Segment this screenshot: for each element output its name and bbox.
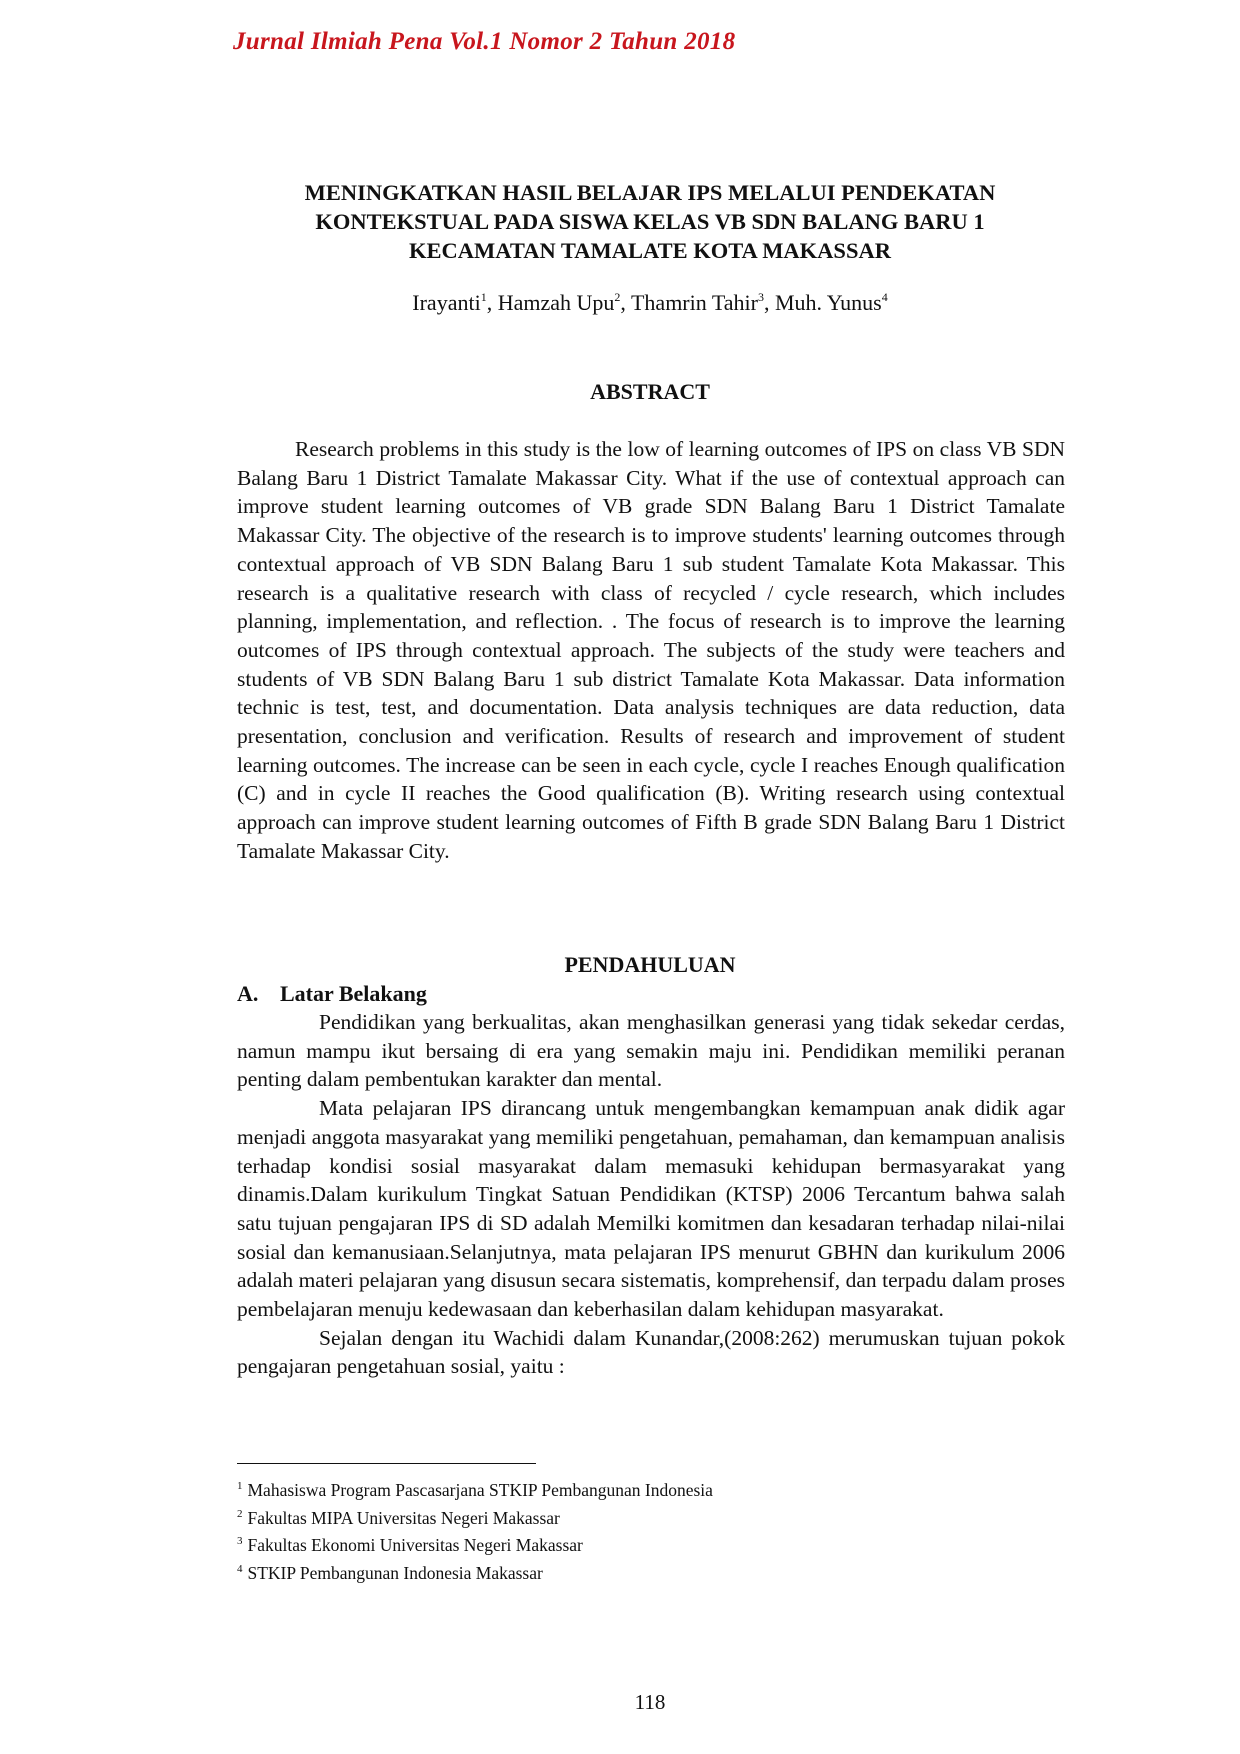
author-name: Hamzah Upu — [497, 290, 615, 315]
footnote-text: STKIP Pembangunan Indonesia Makassar — [247, 1562, 543, 1583]
section-heading: PENDAHULUAN — [564, 952, 736, 977]
author-affiliation-mark: 1 — [480, 290, 487, 304]
author-separator: , — [486, 290, 498, 315]
title-line: KECAMATAN TAMALATE KOTA MAKASSAR — [409, 238, 891, 263]
subsection-title: Latar Belakang — [280, 981, 427, 1006]
footnote-number: 4 — [237, 1562, 243, 1575]
title-line: MENINGKATKAN HASIL BELAJAR IPS MELALUI PENDEKATAN — [304, 180, 996, 205]
abstract-paragraph: Research problems in this study is the low of learning outcomes of IPS on class VB SDN Balang Baru 1 District Tamalate Makassar City. What if the use of contextual approach can improve student learning outcomes of VB grade SDN Balang Baru 1 District Tamalate Makassar City. The objective of the research is to improve students' learning outcomes through contextual approach of VB SDN Balang Baru 1 sub student Tamalate Kota Makassar. This research is a qualitative research with class of recycled / cycle research, which includes planning, implementation, and reflection. . The focus of research is to improve the learning outcomes of IPS through contextual approach. The subjects of the study were teachers and students of VB SDN Balang Baru 1 sub district Tamalate Kota Makassar. Data information technic is test, test, and documentation. Data analysis techniques are data reduction, data presentation, conclusion and verification. Results of research and improvement of student learning outcomes. The increase can be seen in each cycle, cycle I reaches Enough qualification (C) and in cycle II reaches the Good qualification (B). Writing research using contextual approach can improve student learning outcomes of Fifth B grade SDN Balang Baru 1 District Tamalate Makassar City. — [237, 437, 1065, 863]
footnote-number: 2 — [237, 1507, 243, 1520]
footnote-number: 1 — [237, 1480, 243, 1492]
title-line: KONTEKSTUAL PADA SISWA KELAS VB SDN BALANG BARU 1 — [315, 209, 985, 234]
author-affiliation-mark: 4 — [881, 290, 888, 304]
journal-header: Jurnal Ilmiah Pena Vol.1 Nomor 2 Tahun 2018 — [233, 28, 736, 55]
footnote-item — [237, 1503, 713, 1531]
body-paragraph: Pendidikan yang berkualitas, akan menghasilkan generasi yang tidak sekedar cerdas, namun mampu ikut bersaing di era yang semakin maju ini. Pendidikan memiliki peranan penting dalam pembentukan karakter dan mental. — [237, 1010, 1065, 1092]
author-separator: , — [763, 290, 775, 315]
abstract-heading: ABSTRACT — [590, 379, 710, 404]
author-affiliation-mark: 3 — [757, 290, 764, 304]
footnote-separator — [237, 1463, 536, 1464]
intro-body — [237, 1008, 1065, 1381]
body-paragraph: Sejalan dengan itu Wachidi dalam Kunandar,(2008:262) merumuskan tujuan pokok pengajaran pengetahuan sosial, yaitu : — [237, 1325, 1065, 1379]
body-paragraph: Mata pelajaran IPS dirancang untuk mengembangkan kemampuan anak didik agar menjadi anggota masyarakat yang memiliki pengetahuan, pemahaman, dan kemampuan analisis terhadap kondisi sosial masyarakat dalam memasuki kehidupan bermasyarakat yang dinamis.Dalam kurikulum Tingkat Satuan Pendidikan (KTSP) 2006 Tercantum bahwa salah satu tujuan pengajaran IPS di SD adalah Memilki komitmen dan kesadaran terhadap nilai-nilai sosial dan kemanusiaan.Selanjutnya, mata pelajaran IPS menurut GBHN dan kurikulum 2006 adalah materi pelajaran yang disusun secara sistematis, komprehensif, dan terpadu dalam proses pembelajaran menuju kedewasaan dan keberhasilan dalam kehidupan masyarakat. — [237, 1096, 1065, 1322]
subsection-number: A. — [237, 981, 259, 1006]
abstract-body — [237, 435, 1065, 866]
author-list — [200, 290, 1100, 316]
footnotes — [237, 1475, 713, 1585]
page-number: 118 — [634, 1690, 666, 1714]
author-separator: , — [620, 290, 631, 315]
footnote-number: 3 — [237, 1535, 243, 1547]
author-name: Muh. Yunus — [774, 290, 882, 315]
paper-title — [200, 178, 1100, 265]
author-name: Thamrin Tahir — [630, 290, 758, 315]
footnote-item — [237, 1530, 713, 1558]
footnote-item — [237, 1475, 713, 1503]
subsection-heading — [237, 981, 427, 1007]
author-affiliation-mark: 2 — [614, 290, 621, 304]
author-name: Irayanti — [412, 290, 481, 315]
footnote-item — [237, 1558, 713, 1586]
footnote-text: Fakultas MIPA Universitas Negeri Makassar — [247, 1507, 560, 1528]
footnote-text: Fakultas Ekonomi Universitas Negeri Makassar — [247, 1535, 583, 1555]
footnote-text: Mahasiswa Program Pascasarjana STKIP Pembangunan Indonesia — [247, 1480, 713, 1500]
